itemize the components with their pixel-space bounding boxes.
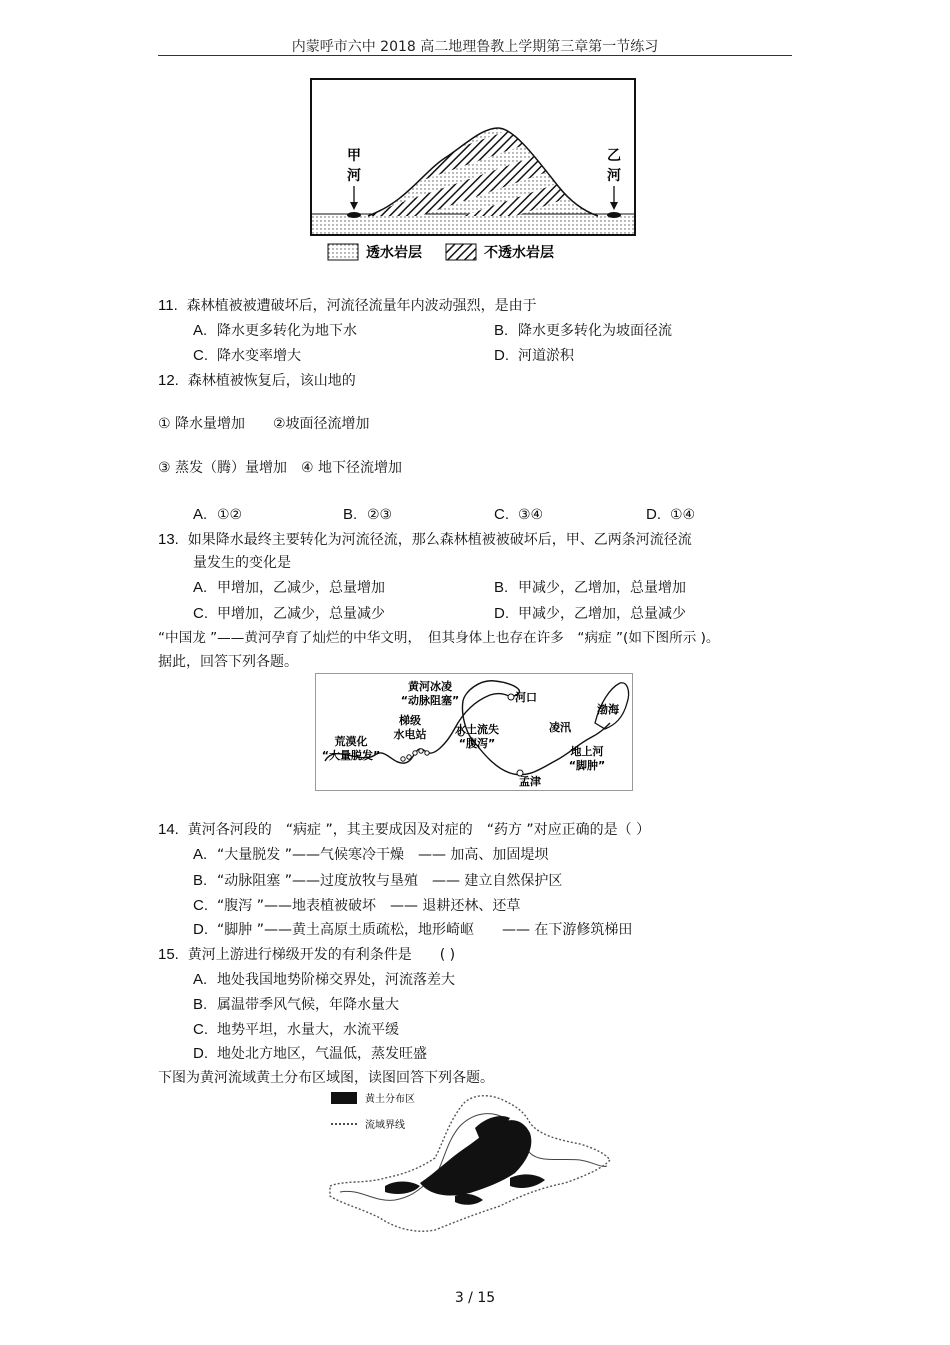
question-13-stem-line-2: 量发生的变化是 (193, 555, 291, 571)
question-13-stem: 13. 如果降水最终主要转化为河流径流，那么森林植被被破坏后，甲、乙两条河流径流 (158, 531, 692, 548)
intro-yellow-river-diseases: “中国龙 ”——黄河孕育了灿烂的中华文明， 但其身体上也存在许多 “病症 ”(如下图所示 )。 (158, 630, 720, 646)
question-14-option-a: A. “大量脱发 ”——气候寒冷干燥 —— 加高、加固堤坝 (193, 846, 549, 863)
river-a-label-2: 河 (347, 168, 361, 184)
question-11-option-d: D. 河道淤积 (494, 347, 574, 364)
question-14-stem: 14. 黄河各河段的 “病症 ”，其主要成因及对症的 “药方 ”对应正确的是（ ） (158, 821, 651, 838)
question-12-option-b: B. ②③ (343, 506, 393, 523)
question-11-option-c: C. 降水变率增大 (193, 347, 301, 364)
question-12-stem: 12. 森林植被恢复后，该山地的 (158, 372, 356, 389)
hekou-marker (508, 694, 514, 700)
question-15-stem: 15. 黄河上游进行梯级开发的有利条件是 ( ) (158, 946, 456, 963)
loess-area-south (455, 1194, 483, 1205)
question-13-option-c: C. 甲增加，乙减少，总量减少 (193, 605, 385, 622)
label-erosion-1: 水土流失 (455, 723, 499, 736)
intro-loess-map: 下图为黄河流域黄土分布区域图，读图回答下列各题。 (158, 1070, 494, 1086)
label-ice-jam: 黄河冰凌 (408, 680, 452, 693)
label-bohai: 渤海 (597, 703, 619, 716)
question-13-option-a: A. 甲增加，乙减少，总量增加 (193, 579, 385, 596)
question-12-option-c: C. ③④ (494, 506, 544, 523)
question-11-option-b: B. 降水更多转化为坡面径流 (494, 322, 672, 339)
label-mengjin: 孟津 (519, 775, 541, 788)
question-13-option-d: D. 甲减少，乙增加，总量减少 (494, 605, 686, 622)
legend-permeable-label: 透水岩层 (366, 245, 422, 261)
label-cascade-2: 水电站 (393, 728, 427, 741)
label-hekou: 河口 (515, 691, 537, 704)
legend-impermeable-label: 不透水岩层 (484, 245, 554, 261)
legend-permeable-swatch (328, 244, 358, 260)
question-15-option-d: D. 地处北方地区，气温低，蒸发旺盛 (193, 1045, 427, 1062)
label-erosion-2: “腹泻” (458, 737, 496, 750)
legend-loess-label: 黄土分布区 (365, 1094, 415, 1105)
page-number: 3 / 15 (454, 1290, 496, 1306)
header-rule (158, 55, 792, 56)
question-12-items-1: ① 降水量增加 ②坡面径流增加 (158, 416, 370, 432)
river-b-channel (607, 212, 621, 218)
intro-yellow-river-instruction: 据此，回答下列各题。 (158, 654, 298, 670)
page-header: 内蒙呼市六中 2018 高二地理鲁教上学期第三章第一节练习 (291, 39, 659, 55)
label-suspended-1: 地上河 (570, 745, 604, 758)
question-13-option-b: B. 甲减少，乙增加，总量增加 (494, 579, 686, 596)
question-15-option-a: A. 地处我国地势阶梯交界处，河流落差大 (193, 971, 455, 988)
label-desert-1: 荒漠化 (334, 735, 368, 748)
question-12-items-2: ③ 蒸发（腾）量增加 ④ 地下径流增加 (158, 460, 403, 476)
question-14-option-c: C. “腹泻 ”——地表植被破坏 —— 退耕还林、还草 (193, 897, 521, 914)
river-b-label-2: 河 (607, 168, 621, 184)
label-desert-2: “大量脱发” (321, 749, 381, 762)
legend-boundary-label: 流域界线 (365, 1120, 405, 1131)
river-a-label-1: 甲 (347, 148, 361, 164)
question-15-option-b: B. 属温带季风气候，年降水量大 (193, 996, 399, 1013)
question-15-option-c: C. 地势平坦，水量大，水流平缓 (193, 1021, 399, 1038)
question-12-option-d: D. ①④ (646, 506, 696, 523)
question-14-option-d: D. “脚肿 ”——黄土高原土质疏松，地形崎岖 —— 在下游修筑梯田 (193, 921, 633, 938)
legend-loess-swatch (331, 1092, 357, 1104)
label-lingxun: 凌汛 (549, 721, 571, 734)
label-cascade-1: 梯级 (399, 714, 421, 727)
label-suspended-2: “脚肿” (568, 759, 606, 772)
yellow-river-diseases-map (315, 673, 633, 791)
legend-impermeable-swatch (446, 244, 476, 260)
loess-distribution-map (325, 1088, 625, 1238)
question-14-option-b: B. “动脉阻塞 ”——过度放牧与垦殖 —— 建立自然保护区 (193, 872, 563, 889)
question-12-option-a: A. ①② (193, 506, 243, 523)
loess-area-east (510, 1174, 545, 1188)
aquifer-cross-section-figure (308, 76, 638, 270)
label-artery-block: “动脉阻塞” (400, 694, 460, 707)
river-b-label-1: 乙 (607, 148, 621, 164)
question-11-option-a: A. 降水更多转化为地下水 (193, 322, 357, 339)
river-a-channel (347, 212, 361, 218)
question-11-stem: 11. 森林植被被遭破坏后，河流径流量年内波动强烈，是由于 (158, 297, 537, 314)
